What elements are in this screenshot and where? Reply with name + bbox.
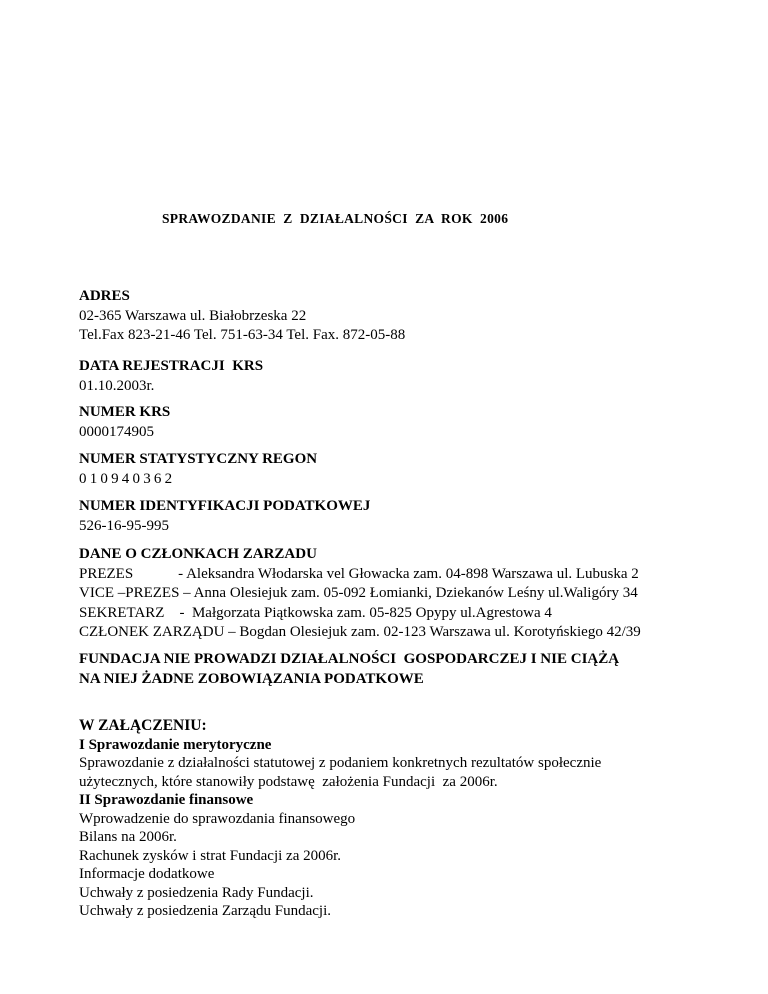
address-section xyxy=(79,287,759,346)
nip-value: 526-16-95-995 xyxy=(79,517,169,534)
address-line-2: Tel.Fax 823-21-46 Tel. 751-63-34 Tel. Fax. 872-05-88 xyxy=(79,327,406,343)
board-member-vice-president: VICE –PREZES – Anna Olesiejuk zam. 05-092 Łomianki, Dziekanów Leśny ul.Waligóry 34 xyxy=(79,585,638,601)
attachment-item: Informacje dodatkowe xyxy=(79,866,215,882)
address-line-1: 02-365 Warszawa ul. Białobrzeska 22 xyxy=(79,307,307,324)
attachment-item: Rachunek zysków i strat Fundacji za 2006r. xyxy=(79,847,342,864)
attachment-item: Uchwały z posiedzenia Rady Fundacji. xyxy=(79,884,314,901)
attachment-item: Uchwały z posiedzenia Zarządu Fundacji. xyxy=(79,903,331,919)
registration-date-heading: DATA REJESTRACJI KRS xyxy=(79,358,264,374)
document-title: SPRAWOZDANIE Z DZIAŁALNOŚCI ZA ROK 2006 xyxy=(162,211,509,226)
address-heading: ADRES xyxy=(79,288,130,304)
krs-section xyxy=(79,403,759,442)
attachment-item: Wprowadzenie do sprawozdania finansowego xyxy=(79,810,356,827)
regon-value: 010940362 xyxy=(79,470,176,487)
nip-heading: NUMER IDENTYFIKACJI PODATKOWEJ xyxy=(79,498,371,514)
board-section xyxy=(79,545,759,643)
attachment-section-2-title: II Sprawozdanie finansowe xyxy=(79,792,254,808)
regon-section xyxy=(79,450,759,489)
board-member-president: PREZES - Aleksandra Włodarska vel Głowacka zam. 04-898 Warszawa ul. Lubuska 2 xyxy=(79,565,639,582)
attachment-section-1-line-2: użytecznych, które stanowiły podstawę założenia Fundacji za 2006r. xyxy=(79,773,498,790)
attachment-section-1-title: I Sprawozdanie merytoryczne xyxy=(79,736,272,753)
board-member-member: CZŁONEK ZARZĄDU – Bogdan Olesiejuk zam. 02-123 Warszawa ul. Korotyńskiego 42/39 xyxy=(79,624,641,640)
registration-date-value: 01.10.2003r. xyxy=(79,377,155,394)
tax-notice xyxy=(79,650,759,689)
board-heading: DANE O CZŁONKACH ZARZADU xyxy=(79,546,317,562)
attachment-section-1-line-1: Sprawozdanie z działalności statutowej z podaniem konkretnych rezultatów społecznie xyxy=(79,755,602,771)
attachments-section xyxy=(79,717,759,921)
krs-value: 0000174905 xyxy=(79,423,154,440)
attachment-item: Bilans na 2006r. xyxy=(79,829,177,845)
registration-date-section xyxy=(79,357,759,396)
nip-section xyxy=(79,497,759,536)
krs-heading: NUMER KRS xyxy=(79,404,171,420)
attachments-heading: W ZAŁĄCZENIU: xyxy=(79,717,207,734)
tax-notice-line-1: FUNDACJA NIE PROWADZI DZIAŁALNOŚCI GOSPODARCZEJ I NIE CIĄŻĄ xyxy=(79,651,620,667)
regon-heading: NUMER STATYSTYCZNY REGON xyxy=(79,451,318,467)
board-member-secretary: SEKRETARZ - Małgorzata Piątkowska zam. 05-825 Opypy ul.Agrestowa 4 xyxy=(79,604,552,621)
tax-notice-line-2: NA NIEJ ŻADNE ZOBOWIĄZANIA PODATKOWE xyxy=(79,670,424,687)
